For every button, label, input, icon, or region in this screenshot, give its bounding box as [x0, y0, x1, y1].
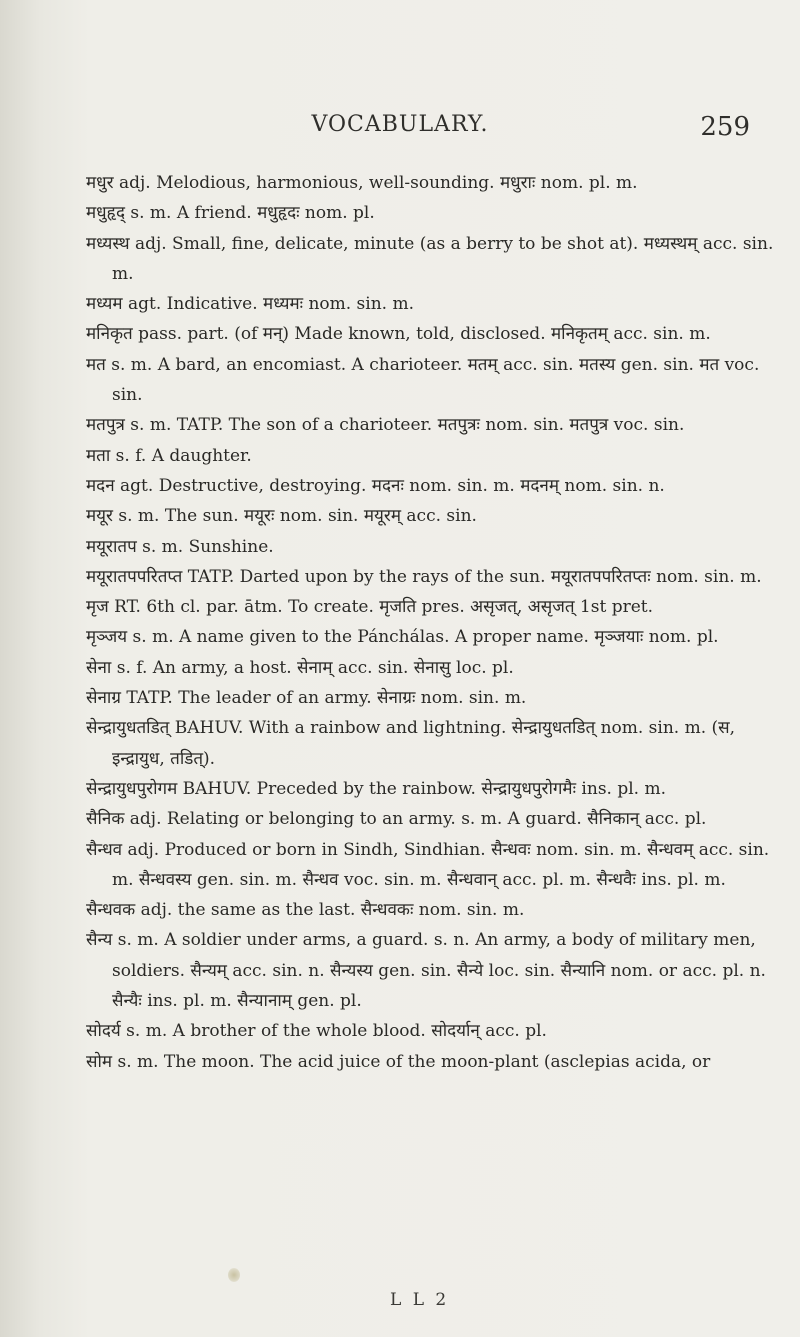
entry-madhuhrid: मधुहृद् s. m. A friend. मधुहृदः nom. pl. — [86, 203, 375, 224]
entry-suryatapaparitapta: मयूरातपपरितप्त TATP. Darted upon by the rays of the sun. मयूरातपपरितप्तः nom. sin. m. — [86, 566, 762, 587]
entry-surya: मयूर s. m. The sun. मयूरः nom. sin. मयूरम् acc. sin. — [86, 506, 477, 527]
entry-soma: सोम s. m. The moon. The acid juice of the moon-plant (asclepias acida, or — [86, 1051, 711, 1072]
entry-sendrayudhatadit: सेन्द्रायुधतडित् BAHUV. With a rainbow and lightning. सेन्द्रायुधतडित् nom. sin. m. (स, इन्द्रायुध, तडित्). — [86, 718, 736, 769]
vocabulary-entries — [86, 168, 776, 1077]
entry-sodarya: सोदर्य s. m. A brother of the whole blood. सोदर्यान् acc. pl. — [86, 1021, 547, 1042]
entry-suta-daughter: मता s. f. A daughter. — [86, 445, 252, 466]
page-header — [0, 112, 800, 142]
entry-madhyastha: मध्यस्थ adj. Small, fine, delicate, minute (as a berry to be shot at). मध्यस्थम् acc. sin. m. — [86, 233, 774, 284]
running-head: VOCABULARY. — [311, 112, 489, 137]
entry-srij: मृज RT. 6th cl. par. ātm. To create. मृजति pres. असृजत्, असृजत् 1st pret. — [86, 597, 654, 618]
entry-sainya: सैन्य s. m. A soldier under arms, a guard. s. n. An army, a body of military men, soldiers. सैन्यम् acc. sin. n. सैन्यस्य gen. sin. सैन्ये loc. sin. सैन्यानि nom. or acc. pl. n. सैन्यैः ins. pl. m. सैन्यानाम् gen. pl. — [86, 930, 766, 1012]
page-number: 259 — [700, 112, 750, 142]
signature-mark: L L 2 — [390, 1290, 450, 1310]
entry-saindhavaka: सैन्धवक adj. the same as the last. सैन्धवकः nom. sin. m. — [86, 900, 525, 921]
entry-sendrayudhapurogama: सेन्द्रायुधपुरोगम BAHUV. Preceded by the rainbow. सेन्द्रायुधपुरोगमैः ins. pl. m. — [86, 778, 666, 799]
entry-senagra: सेनाग्र TATP. The leader of an army. सेनाग्रः nom. sin. m. — [86, 688, 527, 709]
ink-blot-decoration — [228, 1268, 240, 1282]
entry-sena: सेना s. f. An army, a host. सेनाम् acc. sin. सेनासु loc. pl. — [86, 657, 514, 678]
entry-saindhava: सैन्धव adj. Produced or born in Sindh, Sindhian. सैन्धवः nom. sin. m. सैन्धवम् acc. sin. m. सैन्धवस्य gen. sin. m. सैन्धव voc. sin. m. सैन्धवान् acc. pl. m. सैन्धवैः ins. pl. m. — [86, 839, 770, 890]
entry-sutaputra: मतपुत्र s. m. TATP. The son of a charioteer. मतपुत्रः nom. sin. मतपुत्र voc. sin. — [86, 415, 685, 436]
entry-madana: मदन agt. Destructive, destroying. मदनः nom. sin. m. मदनम् nom. sin. n. — [86, 475, 665, 496]
entry-suryatapa: मयूरातप s. m. Sunshine. — [86, 536, 274, 557]
entry-manikrita: मनिकृत pass. part. (of मन्) Made known, told, disclosed. मनिकृतम् acc. sin. m. — [86, 324, 711, 345]
entry-madhura: मधुर adj. Melodious, harmonious, well-sounding. मधुराः nom. pl. m. — [86, 173, 638, 193]
entry-sainika: सैनिक adj. Relating or belonging to an army. s. m. A guard. सैनिकान् acc. pl. — [86, 809, 707, 830]
entry-suta: मत s. m. A bard, an encomiast. A charioteer. मतम् acc. sin. मतस्य gen. sin. मत voc. sin. — [86, 354, 760, 406]
entry-srinjaya: मृञ्जय s. m. A name given to the Pánchálas. A proper name. मृञ्जयाः nom. pl. — [86, 627, 719, 648]
entry-madhyama: मध्यम agt. Indicative. मध्यमः nom. sin. m. — [86, 294, 414, 315]
